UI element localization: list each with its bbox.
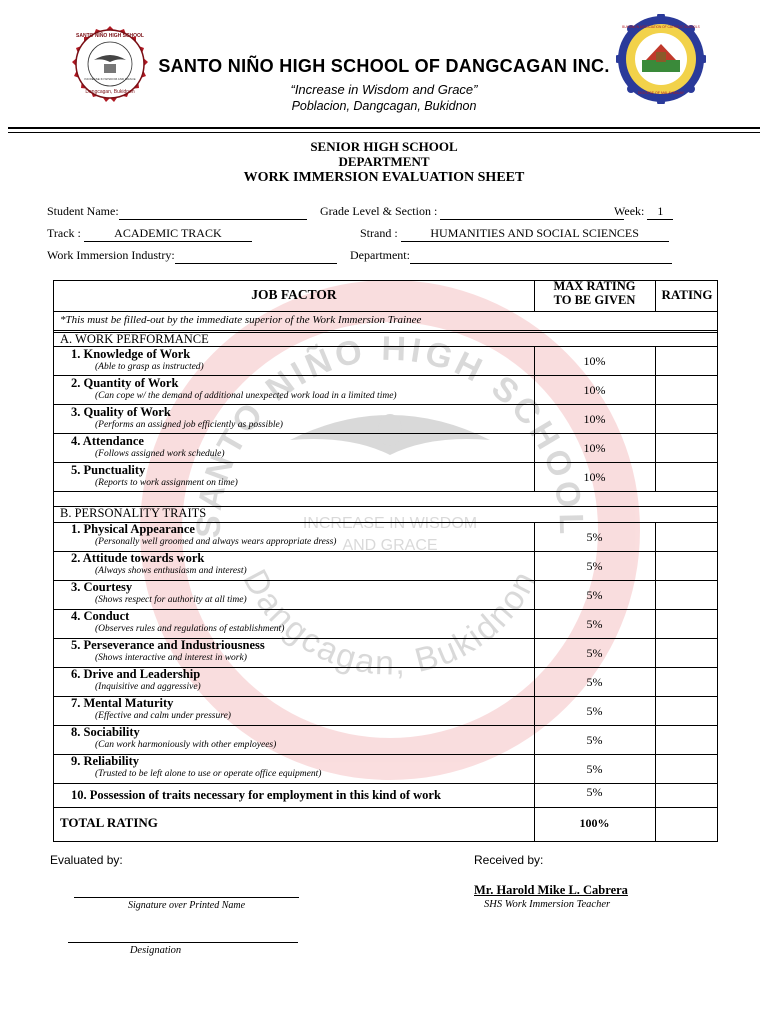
trait-item-attitude — [71, 551, 247, 576]
teacher-name: Mr. Harold Mike L. Cabrera — [474, 883, 628, 897]
item-title: 4. Attendance — [71, 434, 144, 448]
designation-line[interactable] — [68, 942, 298, 943]
track-value[interactable]: ACADEMIC TRACK — [84, 226, 252, 242]
right-seal-text-top: BUKIDNON ASSOCIATION OF CATHOLIC SCHOOLS — [622, 25, 700, 29]
week-label: Week: — [614, 204, 645, 218]
trait-item-leadership — [71, 667, 201, 692]
item-desc: (Able to grasp as instructed) — [95, 362, 204, 372]
max-rating-value: 10% — [583, 383, 606, 397]
item-desc: (Observes rules and regulations of establishment) — [95, 624, 285, 634]
header-divider-top — [8, 127, 760, 129]
trait-item-maturity — [71, 696, 231, 721]
trait-item-appearance — [71, 522, 336, 547]
watermark-center-2: AND GRACE — [342, 537, 438, 554]
row-divider — [54, 311, 717, 312]
max-rating-value: 5% — [586, 588, 603, 602]
item-title: 9. Reliability — [71, 754, 140, 768]
col-header-max-rating-1: MAX RATING — [553, 279, 636, 293]
rating-cell[interactable] — [656, 552, 718, 580]
row-divider — [54, 491, 717, 492]
item-title: 7. Mental Maturity — [71, 696, 174, 710]
max-rating-value: 5% — [586, 733, 603, 747]
grade-level-field — [320, 204, 624, 220]
max-rating-value: 10% — [583, 412, 606, 426]
col-header-rating: RATING — [661, 287, 713, 302]
rating-cell[interactable] — [656, 463, 718, 491]
trait-item-perseverance — [71, 638, 265, 663]
work-item-quality — [71, 405, 283, 430]
watermark-arc-bottom: Dangcagan, Bukidnon — [235, 563, 545, 683]
grade-level-blank[interactable] — [440, 204, 624, 220]
trait-item-courtesy — [71, 580, 247, 605]
max-rating-value: 5% — [586, 675, 603, 689]
trait-item-reliability — [71, 754, 321, 779]
rating-cell[interactable] — [656, 639, 718, 667]
strand-field — [360, 226, 669, 242]
department-label: Department: — [350, 248, 410, 262]
item-desc: (Shows respect for authority at all time) — [95, 595, 247, 605]
rating-cell[interactable] — [656, 523, 718, 551]
teacher-title: SHS Work Immersion Teacher — [484, 899, 611, 910]
item-desc: (Trusted to be left alone to use or operate office equipment) — [95, 769, 322, 779]
watermark-center-1: INCREASE IN WISDOM — [302, 515, 478, 532]
item-title: 1. Physical Appearance — [71, 522, 195, 536]
row-divider — [54, 807, 717, 808]
school-motto: “Increase in Wisdom and Grace” — [290, 82, 478, 97]
rating-cell[interactable] — [656, 581, 718, 609]
max-rating-value: 5% — [586, 785, 603, 799]
item-title: 6. Drive and Leadership — [71, 667, 201, 681]
item-title: 5. Punctuality — [71, 463, 146, 477]
student-name-label: Student Name: — [47, 204, 119, 218]
item-desc: (Always shows enthusiasm and interest) — [95, 566, 247, 576]
item-desc: (Shows interactive and interest in work) — [95, 653, 247, 663]
item-desc: (Inquisitive and aggressive) — [95, 682, 201, 692]
item-title: 8. Sociability — [71, 725, 140, 739]
left-seal-text-bottom: Dangcagan, Bukidnon — [85, 89, 135, 95]
row-divider — [54, 783, 717, 784]
item-desc: (Can work harmoniously with other employees) — [95, 740, 277, 750]
max-rating-value: 5% — [586, 762, 603, 776]
item-desc: (Follows assigned work schedule) — [95, 449, 225, 459]
school-name: SANTO NIÑO HIGH SCHOOL OF DANGCAGAN INC. — [158, 56, 610, 76]
header-divider-bottom — [8, 132, 760, 133]
section-b-heading: B. PERSONALITY TRAITS — [60, 506, 207, 520]
industry-label: Work Immersion Industry: — [47, 248, 175, 262]
max-rating-value: 5% — [586, 704, 603, 718]
total-rating-max: 100% — [579, 816, 610, 830]
school-address: Poblacion, Dangcagan, Bukidnon — [291, 99, 477, 113]
rating-cell[interactable] — [656, 347, 718, 375]
max-rating-value: 5% — [586, 646, 603, 660]
rating-cell[interactable] — [656, 434, 718, 462]
grade-level-label: Grade Level & Section : — [320, 204, 438, 218]
max-rating-value: 10% — [583, 441, 606, 455]
item-title: 3. Courtesy — [71, 580, 133, 594]
work-item-attendance — [71, 434, 225, 459]
track-field — [47, 226, 252, 242]
work-item-knowledge — [71, 347, 204, 372]
week-field — [614, 204, 673, 220]
department-blank[interactable] — [410, 248, 672, 264]
item-title: 10. Possession of traits necessary for employment in this kind of work — [71, 788, 441, 802]
max-rating-value: 5% — [586, 559, 603, 573]
trait-item-conduct — [71, 609, 284, 634]
max-rating-value: 5% — [586, 530, 603, 544]
work-item-punctuality — [71, 463, 238, 488]
item-title: 4. Conduct — [71, 609, 130, 623]
rating-cell[interactable] — [656, 755, 718, 783]
department-field — [350, 248, 672, 264]
table-note: *This must be filled-out by the immediate superior of the Work Immersion Trainee — [60, 314, 422, 326]
item-title: 1. Knowledge of Work — [71, 347, 191, 361]
total-rating-cell[interactable] — [656, 808, 718, 841]
left-seal-text-motto: INCREASE IN WISDOM AND GRACE — [84, 77, 136, 81]
student-name-field — [47, 204, 307, 220]
evaluation-table — [53, 280, 718, 842]
strand-label: Strand : — [360, 226, 398, 240]
item-title: 5. Perseverance and Industriousness — [71, 638, 265, 652]
received-by-label: Received by: — [474, 853, 544, 867]
max-rating-value: 5% — [586, 617, 603, 631]
item-desc: (Effective and calm under pressure) — [95, 711, 231, 721]
item-title: 3. Quality of Work — [71, 405, 171, 419]
department-line-2: DEPARTMENT — [338, 154, 430, 169]
strand-value[interactable]: HUMANITIES AND SOCIAL SCIENCES — [401, 226, 669, 242]
item-desc: (Performs an assigned job efficiently as possible) — [95, 420, 283, 430]
rating-cell[interactable] — [656, 697, 718, 725]
rating-cell[interactable] — [656, 610, 718, 638]
item-title: 2. Attitude towards work — [71, 551, 205, 565]
item-desc: (Personally well groomed and always wears appropriate dress) — [95, 537, 337, 547]
item-desc: (Can cope w/ the demand of additional unexpected work load in a limited time) — [95, 391, 397, 401]
rating-cell[interactable] — [656, 726, 718, 754]
trait-item-sociability — [71, 725, 276, 750]
right-seal-text-bottom: DIOCESE OF MALAYBALAY — [637, 91, 685, 95]
section-a-heading: A. WORK PERFORMANCE — [60, 332, 209, 346]
item-title: 2. Quantity of Work — [71, 376, 179, 390]
row-divider — [54, 330, 717, 331]
col-header-job-factor: JOB FACTOR — [251, 287, 337, 302]
item-desc: (Reports to work assignment on time) — [95, 478, 238, 488]
industry-blank[interactable] — [175, 248, 337, 264]
work-item-quantity — [71, 376, 397, 401]
max-rating-value: 10% — [583, 470, 606, 484]
col-header-max-rating-2: TO BE GIVEN — [553, 293, 636, 307]
student-name-blank[interactable] — [119, 204, 307, 220]
max-rating-value: 10% — [583, 354, 606, 368]
designation-caption: Designation — [129, 945, 182, 956]
track-label: Track : — [47, 226, 81, 240]
total-rating-label: TOTAL RATING — [60, 815, 158, 830]
department-line-1: SENIOR HIGH SCHOOL — [310, 139, 458, 154]
rating-cell[interactable] — [656, 405, 718, 433]
trait-item-possession — [71, 788, 441, 803]
left-seal-text-top: SANTO NIÑO HIGH SCHOOL — [76, 33, 144, 39]
rating-cell[interactable] — [656, 784, 718, 806]
evaluated-by-label: Evaluated by: — [50, 853, 123, 867]
week-value[interactable]: 1 — [647, 204, 673, 220]
signature-line[interactable] — [74, 897, 299, 898]
industry-field — [47, 248, 337, 264]
signature-caption: Signature over Printed Name — [127, 900, 246, 911]
rating-cell[interactable] — [656, 668, 718, 696]
watermark-arc-top: SANTO NIÑO HIGH SCHOOL — [189, 329, 591, 539]
form-title: WORK IMMERSION EVALUATION SHEET — [243, 170, 525, 185]
rating-cell[interactable] — [656, 376, 718, 404]
